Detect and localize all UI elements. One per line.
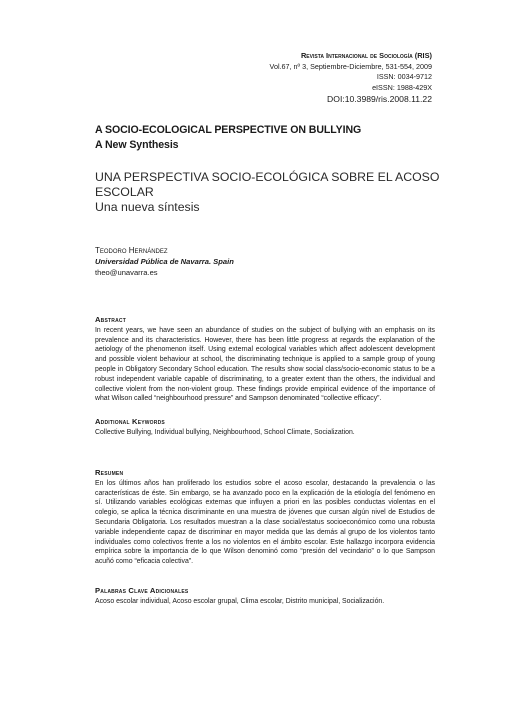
keywords-english-text: Collective Bullying, Individual bullying, Neighbourhood, School Climate, Socialization. (95, 428, 355, 436)
title-english-main: A SOCIO-ECOLOGICAL PERSPECTIVE ON BULLYING (95, 124, 362, 136)
title-english (95, 123, 361, 152)
keywords-spanish-text: Acoso escolar individual, Acoso escolar grupal, Clima escolar, Distrito municipal, Socialización. (95, 597, 385, 605)
keywords-english-section (95, 417, 435, 438)
title-english-subtitle: A New Synthesis (95, 138, 179, 151)
author-block (95, 245, 234, 278)
title-spanish (95, 170, 440, 215)
resumen-text: En los últimos años han proliferado los estudios sobre el acoso escolar, destacando la prevalencia o las características de éste. Sin embargo, se ha avanzado poco en la explicación de la etiología del fenómeno en sí. Utilizando variables ecológicas externas que influyen a priori en las posibles conductas violentas en el colegio, se aplica la técnica discriminante en una muestra de jóvenes que cursan algún nivel de Estudios de Secundaria Obligatoria. Los resultados muestran a la clase social/estatus socioeconómico como una robusta variable independiente capaz de discriminar en mayor medida que las demás al grupo de los violentos tanto individuales como colectivos frente a los no violentos en el ámbito escolar. Este hallazgo incorpora evidencia empírica sobre la importancia de lo que Wilson denominó como “presión del vecindario” o lo que Sampson acuñó como “eficacia colectiva”. (95, 479, 435, 566)
abstract-section (95, 315, 435, 404)
abstract-text: In recent years, we have seen an abundance of studies on the subject of bullying with an emphasis on its prevalence and its characteristics. However, there has been little progress at regards the explanation of the aetiology of the phenomenon itself. Using external ecological variables which affect adolescent development and possible violent behaviour at school, the discriminating technique is applied to a sample group of young people in Obligatory Secondary School education. The results show social class/socio-economic status to be a robust independent variable capable of discriminating, to a greater extent than the others, the individual and collective violent from the non-violent group. These findings provide empirical evidence of the importance of what Wilson called “neighbourhood pressure” and Sampson denominated “collective efficacy”. (95, 326, 435, 403)
resumen-heading: Resumen (95, 468, 124, 477)
title-spanish-subtitle: Una nueva síntesis (95, 200, 200, 214)
resumen-section (95, 468, 435, 567)
title-spanish-main: UNA PERSPECTIVA SOCIO-ECOLÓGICA SOBRE EL ACOSO ESCOLAR (95, 170, 440, 199)
journal-doi: DOI:10.3989/ris.2008.11.22 (327, 94, 432, 104)
journal-volume: Vol.67, nº 3, Septiembre-Diciembre, 531-554, 2009 (269, 61, 432, 71)
journal-header (270, 51, 432, 105)
journal-name: Revista Internacional de Sociología (RIS) (300, 51, 432, 60)
keywords-english-heading: Additional Keywords (95, 417, 165, 426)
keywords-spanish-section (95, 586, 435, 607)
author-email[interactable]: theo@unavarra.es (95, 268, 158, 277)
journal-eissn: eISSN: 1988-429X (372, 82, 432, 92)
abstract-heading: Abstract (95, 315, 126, 324)
author-name: Teodoro Hernández (95, 246, 168, 255)
author-affiliation: Universidad Pública de Navarra. Spain (95, 257, 234, 266)
journal-issn: ISSN: 0034-9712 (376, 72, 432, 81)
keywords-spanish-heading: Palabras Clave Adicionales (95, 586, 189, 595)
